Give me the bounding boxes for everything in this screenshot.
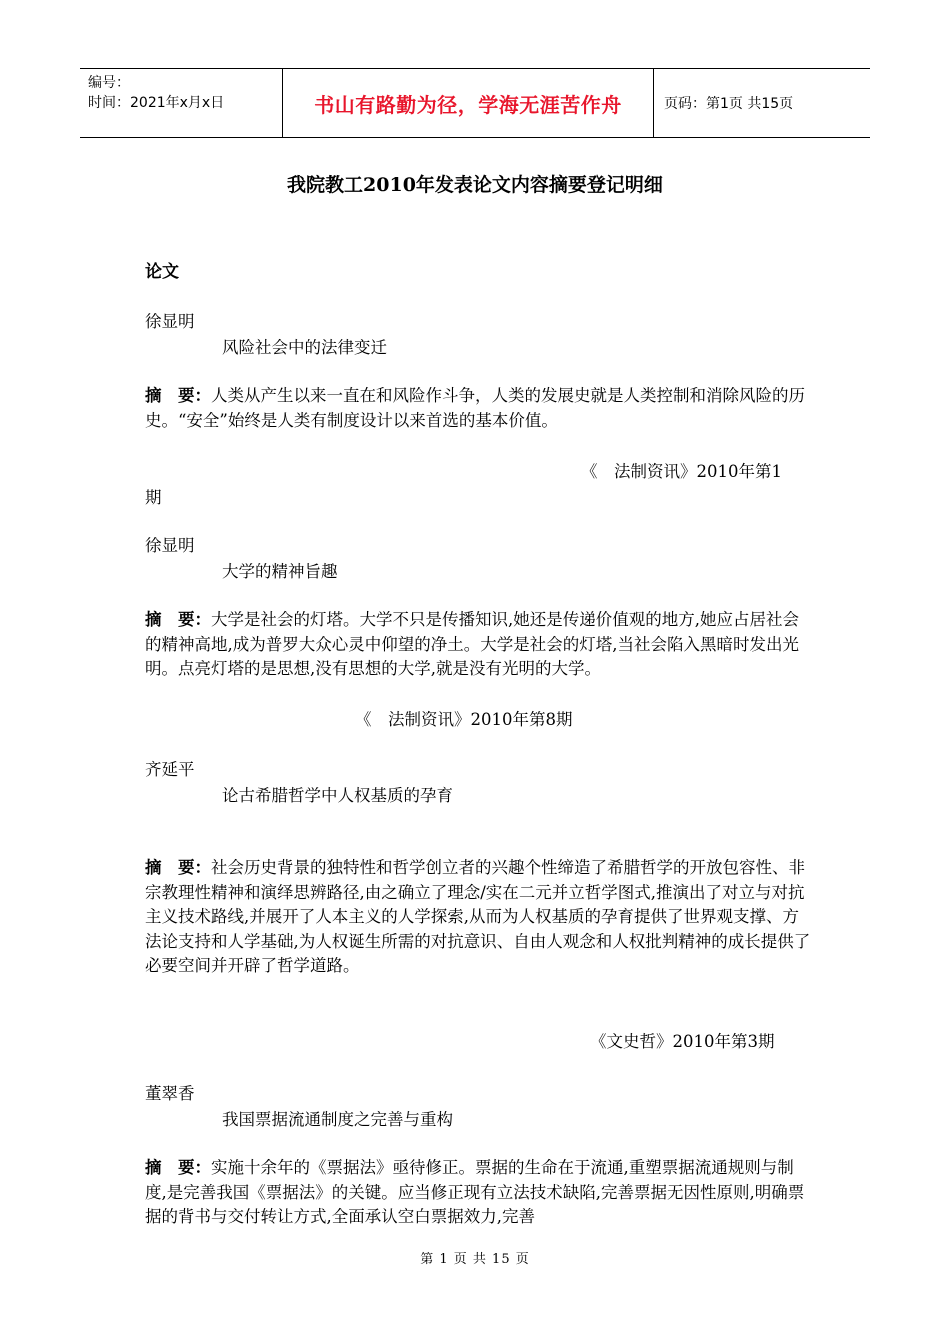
abstract-label: 摘 要： xyxy=(145,386,211,405)
entry-1-abstract-text: 人类从产生以来一直在和风险作斗争，人类的发展史就是人类控制和消除风险的历史。“安全”始终是人类有制度设计以来首选的基本价值。 xyxy=(145,386,805,430)
time-label: 时间：2021年x月x日 xyxy=(88,95,225,111)
entry-1-author: 徐显明 xyxy=(145,312,195,331)
entry-2-source: 《 法制资讯》2010年第8期 xyxy=(355,710,573,729)
header-motto-cell xyxy=(282,69,654,137)
abstract-label: 摘 要： xyxy=(145,1158,211,1177)
entry-2-abstract-text: 大学是社会的灯塔。大学不只是传播知识,她还是传递价值观的地方,她应占居社会的精神高地,成为普罗大众心灵中仰望的净土。大学是社会的灯塔,当社会陷入黑暗时发出光明。点亮灯塔的是思想,没有思想的大学,就是没有光明的大学。 xyxy=(145,610,799,678)
abstract-label: 摘 要： xyxy=(145,858,211,877)
entry-3-abstract xyxy=(145,856,815,979)
page-info: 页码：第1页 共15页 xyxy=(664,96,794,112)
motto: 书山有路勤为径，学海无涯苦作舟 xyxy=(314,92,622,117)
entry-3-title: 论古希腊哲学中人权基质的孕育 xyxy=(222,786,453,805)
entry-1-abstract xyxy=(145,384,815,433)
entry-4-abstract-text: 实施十余年的《票据法》亟待修正。票据的生命在于流通,重塑票据流通规则与制度,是完善我国《票据法》的关键。应当修正现有立法技术缺陷,完善票据无因性原则,明确票据的背书与交付转让方式,全面承认空白票据效力,完善 xyxy=(145,1158,805,1226)
header-page-info xyxy=(654,69,870,137)
entry-1-title: 风险社会中的法律变迁 xyxy=(222,338,387,357)
entry-2-author: 徐显明 xyxy=(145,536,195,555)
header-meta xyxy=(80,69,282,137)
entry-4-title: 我国票据流通制度之完善与重构 xyxy=(222,1110,453,1129)
page-footer: 第 1 页 共 15 页 xyxy=(420,1252,530,1267)
entry-2-abstract xyxy=(145,608,815,682)
header-table xyxy=(80,68,870,138)
document-title: 我院教工2010年发表论文内容摘要登记明细 xyxy=(287,174,663,196)
entry-3-abstract-text: 社会历史背景的独特性和哲学创立者的兴趣个性缔造了希腊哲学的开放包容性、非宗教理性精神和演绎思辨路径,由之确立了理念/实在二元并立哲学图式,推演出了对立与对抗主义技术路线,并展开了人本主义的人学探索,从而为人权基质的孕育提供了世界观支撑、方法论支持和人学基础,为人权诞生所需的对抗意识、自由人观念和人权批判精神的成长提供了必要空间并开辟了哲学道路。 xyxy=(145,858,811,975)
entry-3-source: 《文史哲》2010年第3期 xyxy=(590,1032,775,1051)
entry-1-source-cont: 期 xyxy=(145,488,162,507)
entry-4-abstract xyxy=(145,1156,815,1230)
section-heading: 论文 xyxy=(145,262,179,282)
abstract-label: 摘 要： xyxy=(145,610,211,629)
entry-4-author: 董翠香 xyxy=(145,1084,195,1103)
entry-2-title: 大学的精神旨趣 xyxy=(222,562,338,581)
entry-3-author: 齐延平 xyxy=(145,760,195,779)
entry-1-source: 《 法制资讯》2010年第1 xyxy=(581,462,782,481)
number-label: 编号： xyxy=(88,75,130,91)
